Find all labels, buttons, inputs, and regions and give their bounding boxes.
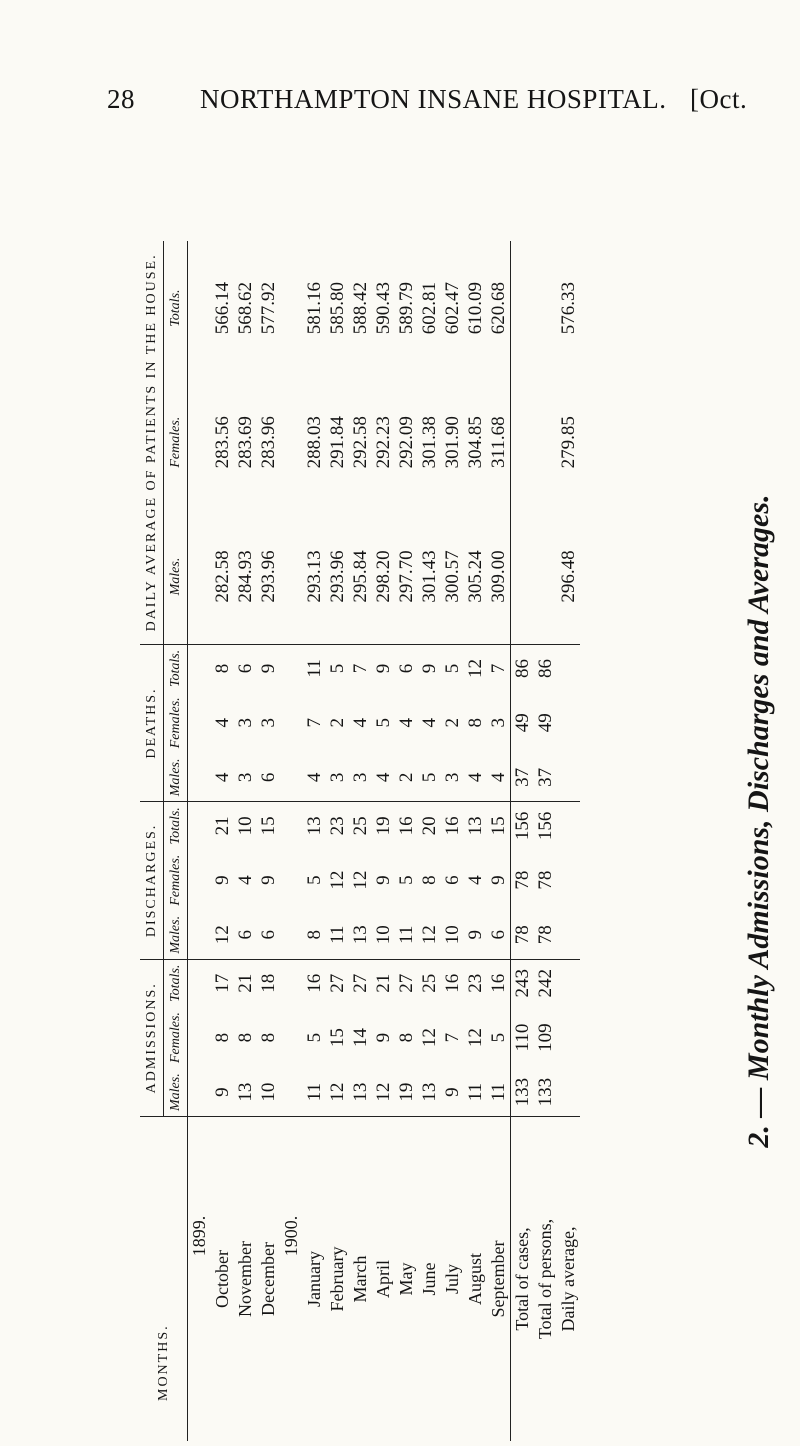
dea-cell: 37 (511, 754, 535, 802)
dis-cell: 10 (373, 925, 394, 945)
dis-cell: 156 (534, 802, 557, 850)
dea-cell: 11 (303, 644, 326, 692)
total-row (511, 241, 535, 1441)
avg-cell: 581.16 (304, 281, 325, 335)
avg-cell (511, 241, 535, 375)
empty-cell (188, 692, 212, 753)
dea-cell: 86 (511, 644, 535, 692)
dea-cell: 4 (396, 718, 417, 728)
avg-cell: 568.62 (235, 281, 256, 335)
dea-cell: 4 (212, 772, 233, 783)
dea-cell: 5 (373, 718, 394, 728)
dea-cell (557, 754, 580, 802)
dea-cell: 3 (235, 772, 256, 783)
dea-cell: 4 (304, 772, 325, 783)
dea-cell: 4 (350, 718, 371, 728)
dis-cell: 4 (235, 875, 256, 885)
adm-cell: 242 (534, 959, 557, 1007)
dea-cell: 5 (419, 772, 440, 783)
sub-label: Females. (164, 849, 188, 910)
table-body (188, 241, 581, 1441)
avg-cell: 298.20 (373, 550, 394, 603)
month-label: September (487, 1117, 511, 1442)
dis-cell: 8 (304, 930, 325, 940)
empty-cell (280, 644, 303, 692)
month-label: March (349, 1117, 372, 1442)
adm-cell: 8 (235, 1032, 256, 1043)
dis-cell: 156 (511, 802, 535, 850)
dis-cell: 4 (465, 875, 486, 885)
adm-cell: 21 (372, 959, 395, 1007)
dea-cell: 2 (396, 772, 417, 783)
rotated-table-container (140, 201, 790, 1441)
page-number: 28 (107, 84, 135, 114)
dea-cell: 7 (349, 644, 372, 692)
group-header-row (140, 241, 164, 1441)
empty-cell (280, 754, 303, 802)
dis-cell: 78 (535, 870, 556, 890)
sub-label: Totals. (164, 241, 188, 375)
adm-cell: 18 (257, 959, 280, 1007)
dea-cell: 3 (235, 718, 256, 728)
sub-label: Males. (164, 911, 188, 959)
dea-cell: 86 (534, 644, 557, 692)
adm-cell: 133 (535, 1077, 556, 1107)
empty-cell (188, 509, 212, 644)
empty-cell (188, 802, 212, 850)
table-row (326, 241, 349, 1441)
adm-cell: 7 (442, 1032, 463, 1043)
dis-cell: 6 (235, 930, 256, 940)
adm-cell: 16 (487, 959, 511, 1007)
adm-cell: 15 (327, 1028, 348, 1048)
dis-cell: 9 (488, 875, 509, 885)
sub-label: Totals. (164, 959, 188, 1007)
sub-label: Totals. (164, 644, 188, 692)
page-header (0, 84, 800, 134)
dea-cell: 6 (258, 772, 279, 783)
sub-label: Males. (164, 754, 188, 802)
sub-label: Females. (164, 375, 188, 509)
empty-cell (188, 375, 212, 509)
discharges-header: DISCHARGES. (140, 802, 164, 959)
dis-cell: 78 (535, 925, 556, 945)
table-row (303, 241, 326, 1441)
dea-cell (557, 644, 580, 692)
adm-cell: 17 (211, 959, 234, 1007)
adm-cell: 10 (258, 1082, 279, 1102)
dea-cell: 8 (211, 644, 234, 692)
avg-cell: 620.68 (488, 281, 509, 335)
dea-cell (557, 692, 580, 753)
avg-cell: 291.84 (327, 416, 348, 469)
total-label: Total of cases, (511, 1117, 535, 1442)
month-label: May (395, 1117, 418, 1442)
dis-cell: 10 (442, 925, 463, 945)
dea-cell: 6 (395, 644, 418, 692)
dis-cell: 9 (465, 930, 486, 940)
avg-cell: 284.93 (235, 550, 256, 603)
avg-cell: 297.70 (396, 550, 417, 603)
dea-cell: 3 (488, 718, 509, 728)
dea-cell: 9 (257, 644, 280, 692)
empty-cell (280, 849, 303, 910)
dis-cell: 16 (441, 802, 464, 850)
avg-cell: 300.57 (442, 550, 463, 603)
total-label: Daily average, (557, 1117, 580, 1442)
year-label: 1899. (188, 1117, 212, 1442)
avg-cell: 283.96 (258, 416, 279, 469)
dis-cell: 19 (372, 802, 395, 850)
total-label: Total of persons, (534, 1117, 557, 1442)
sub-label: Females. (164, 692, 188, 753)
running-title: NORTHAMPTON INSANE HOSPITAL. (200, 84, 667, 114)
dea-cell: 8 (465, 718, 486, 728)
dis-cell: 5 (396, 875, 417, 885)
empty-cell (188, 849, 212, 910)
avg-cell: 305.24 (465, 550, 486, 603)
empty-cell (188, 911, 212, 959)
dis-cell: 6 (488, 930, 509, 940)
dis-cell: 20 (418, 802, 441, 850)
month-label: August (464, 1117, 487, 1442)
adm-cell: 12 (327, 1082, 348, 1102)
dis-cell: 21 (211, 802, 234, 850)
avg-cell: 293.96 (258, 550, 279, 603)
adm-cell: 5 (488, 1032, 509, 1043)
dis-cell: 10 (234, 802, 257, 850)
avg-cell: 577.92 (258, 281, 279, 335)
month-label: April (372, 1117, 395, 1442)
dis-cell: 9 (212, 875, 233, 885)
admissions-table (140, 241, 580, 1441)
adm-cell: 12 (419, 1028, 440, 1048)
month-label: December (257, 1117, 280, 1442)
adm-cell: 11 (488, 1083, 509, 1102)
empty-cell (188, 959, 212, 1007)
dea-cell: 4 (373, 772, 394, 783)
avg-cell: 602.47 (442, 281, 463, 335)
adm-cell: 11 (465, 1083, 486, 1102)
dea-cell: 49 (535, 713, 556, 733)
dis-cell: 11 (327, 925, 348, 944)
empty-cell (280, 692, 303, 753)
empty-cell (280, 911, 303, 959)
avg-cell: 292.58 (350, 416, 371, 469)
adm-cell: 27 (395, 959, 418, 1007)
adm-cell: 133 (511, 1068, 535, 1116)
adm-cell: 13 (235, 1082, 256, 1102)
year-row (188, 241, 212, 1441)
adm-cell: 13 (419, 1082, 440, 1102)
dea-cell: 2 (327, 718, 348, 728)
dis-cell: 11 (396, 925, 417, 944)
month-label: June (418, 1117, 441, 1442)
avg-cell: 288.03 (304, 416, 325, 469)
adm-cell: 11 (304, 1083, 325, 1102)
avg-cell: 279.85 (558, 416, 579, 469)
daily-average-header: DAILY AVERAGE OF PATIENTS IN THE HOUSE. (140, 241, 164, 644)
months-header: MONTHS. (140, 1117, 188, 1442)
avg-cell (534, 241, 557, 375)
avg-cell: 589.79 (396, 281, 417, 335)
avg-cell (511, 375, 535, 509)
dis-cell: 9 (258, 875, 279, 885)
deaths-header: DEATHS. (140, 644, 164, 801)
year-label: 1900. (280, 1117, 303, 1442)
adm-cell: 5 (304, 1032, 325, 1043)
dis-cell: 25 (349, 802, 372, 850)
empty-cell (280, 1007, 303, 1068)
adm-cell: 27 (326, 959, 349, 1007)
adm-cell (557, 959, 580, 1007)
avg-cell: 566.14 (212, 281, 233, 335)
empty-cell (280, 959, 303, 1007)
adm-cell: 16 (441, 959, 464, 1007)
dea-cell: 3 (327, 772, 348, 783)
avg-cell: 301.38 (419, 416, 440, 469)
dea-cell: 4 (419, 718, 440, 728)
avg-cell: 282.58 (212, 550, 233, 603)
table-title: 2. — Monthly Admissions, Discharges and Averages. (742, 494, 775, 1148)
sub-label: Females. (164, 1007, 188, 1068)
avg-cell: 301.43 (419, 550, 440, 603)
dea-cell: 3 (442, 772, 463, 783)
month-label: January (303, 1117, 326, 1442)
table-row (418, 241, 441, 1441)
adm-cell: 16 (303, 959, 326, 1007)
avg-cell: 292.23 (373, 416, 394, 469)
empty-cell (188, 1007, 212, 1068)
avg-cell (534, 509, 557, 644)
avg-cell: 293.13 (304, 550, 325, 603)
dis-cell: 12 (350, 870, 371, 890)
empty-cell (280, 802, 303, 850)
empty-cell (188, 644, 212, 692)
dis-cell: 8 (419, 875, 440, 885)
dea-cell: 6 (234, 644, 257, 692)
avg-cell: 283.56 (212, 416, 233, 469)
admissions-header: ADMISSIONS. (140, 959, 164, 1116)
table-row (211, 241, 234, 1441)
dea-cell: 12 (464, 644, 487, 692)
dis-cell: 12 (419, 925, 440, 945)
dea-cell: 49 (511, 692, 535, 753)
adm-cell: 25 (418, 959, 441, 1007)
adm-cell (557, 1007, 580, 1068)
table-row (257, 241, 280, 1441)
table-row (487, 241, 511, 1441)
avg-cell (534, 375, 557, 509)
dea-cell: 7 (487, 644, 511, 692)
dea-cell: 2 (442, 718, 463, 728)
adm-cell: 8 (212, 1032, 233, 1043)
adm-cell (557, 1068, 580, 1116)
adm-cell: 109 (535, 1023, 556, 1052)
dea-cell: 4 (212, 718, 233, 728)
total-row (534, 241, 557, 1441)
dis-cell: 13 (303, 802, 326, 850)
dis-cell: 78 (511, 911, 535, 959)
dea-cell: 5 (441, 644, 464, 692)
adm-cell: 14 (350, 1028, 371, 1048)
dis-cell: 16 (395, 802, 418, 850)
empty-cell (188, 754, 212, 802)
dis-cell: 78 (511, 849, 535, 910)
adm-cell: 21 (234, 959, 257, 1007)
month-label: November (234, 1117, 257, 1442)
avg-cell: 295.84 (350, 550, 371, 603)
dis-cell: 6 (442, 875, 463, 885)
dea-cell: 4 (488, 772, 509, 783)
table-row (372, 241, 395, 1441)
avg-cell: 576.33 (558, 281, 579, 335)
dis-cell: 15 (257, 802, 280, 850)
sub-label: Males. (164, 1068, 188, 1116)
avg-cell: 602.81 (419, 281, 440, 335)
adm-cell: 9 (442, 1087, 463, 1097)
avg-cell: 588.42 (350, 281, 371, 335)
dis-cell (557, 849, 580, 910)
table-row (349, 241, 372, 1441)
avg-cell: 301.90 (442, 416, 463, 469)
adm-cell: 8 (258, 1032, 279, 1043)
avg-cell: 296.48 (558, 550, 579, 603)
adm-cell: 12 (465, 1028, 486, 1048)
dis-cell: 12 (212, 925, 233, 945)
dea-cell: 7 (304, 718, 325, 728)
avg-cell: 610.09 (465, 281, 486, 335)
table-row (234, 241, 257, 1441)
dea-cell: 4 (465, 772, 486, 783)
adm-cell: 8 (396, 1032, 417, 1043)
dis-cell: 13 (464, 802, 487, 850)
dis-cell: 12 (327, 870, 348, 890)
month-label: July (441, 1117, 464, 1442)
dis-cell: 13 (350, 925, 371, 945)
dea-cell: 3 (258, 718, 279, 728)
adm-cell: 12 (373, 1082, 394, 1102)
dea-cell: 9 (418, 644, 441, 692)
section-mark: [Oct. (690, 84, 748, 114)
empty-cell (280, 375, 303, 509)
dea-cell: 3 (350, 772, 371, 783)
dis-cell (557, 911, 580, 959)
sub-label: Males. (164, 509, 188, 644)
avg-cell: 304.85 (465, 416, 486, 469)
adm-cell: 19 (396, 1082, 417, 1102)
dis-cell: 5 (304, 875, 325, 885)
adm-cell: 27 (349, 959, 372, 1007)
sub-label: Totals. (164, 802, 188, 850)
empty-cell (280, 241, 303, 375)
empty-cell (188, 1068, 212, 1116)
avg-cell: 590.43 (373, 281, 394, 335)
dis-cell: 23 (326, 802, 349, 850)
avg-cell: 293.96 (327, 550, 348, 603)
total-row (557, 241, 580, 1441)
dea-cell: 5 (326, 644, 349, 692)
dis-cell (557, 802, 580, 850)
dis-cell: 6 (258, 930, 279, 940)
dea-cell: 37 (535, 767, 556, 787)
dis-cell: 9 (373, 875, 394, 885)
dis-cell: 15 (487, 802, 511, 850)
table-row (395, 241, 418, 1441)
table-row (441, 241, 464, 1441)
month-label: February (326, 1117, 349, 1442)
avg-cell: 311.68 (488, 416, 509, 468)
avg-cell: 585.80 (327, 281, 348, 335)
adm-cell: 243 (511, 959, 535, 1007)
empty-cell (188, 241, 212, 375)
month-label: October (211, 1117, 234, 1442)
dea-cell: 9 (372, 644, 395, 692)
adm-cell: 9 (373, 1032, 394, 1043)
year-row (280, 241, 303, 1441)
adm-cell: 23 (464, 959, 487, 1007)
adm-cell: 9 (212, 1087, 233, 1097)
empty-cell (280, 1068, 303, 1116)
adm-cell: 110 (511, 1007, 535, 1068)
table-row (464, 241, 487, 1441)
avg-cell (511, 509, 535, 644)
avg-cell: 283.69 (235, 416, 256, 469)
empty-cell (280, 509, 303, 644)
adm-cell: 13 (350, 1082, 371, 1102)
avg-cell: 309.00 (488, 550, 509, 603)
avg-cell: 292.09 (396, 416, 417, 469)
